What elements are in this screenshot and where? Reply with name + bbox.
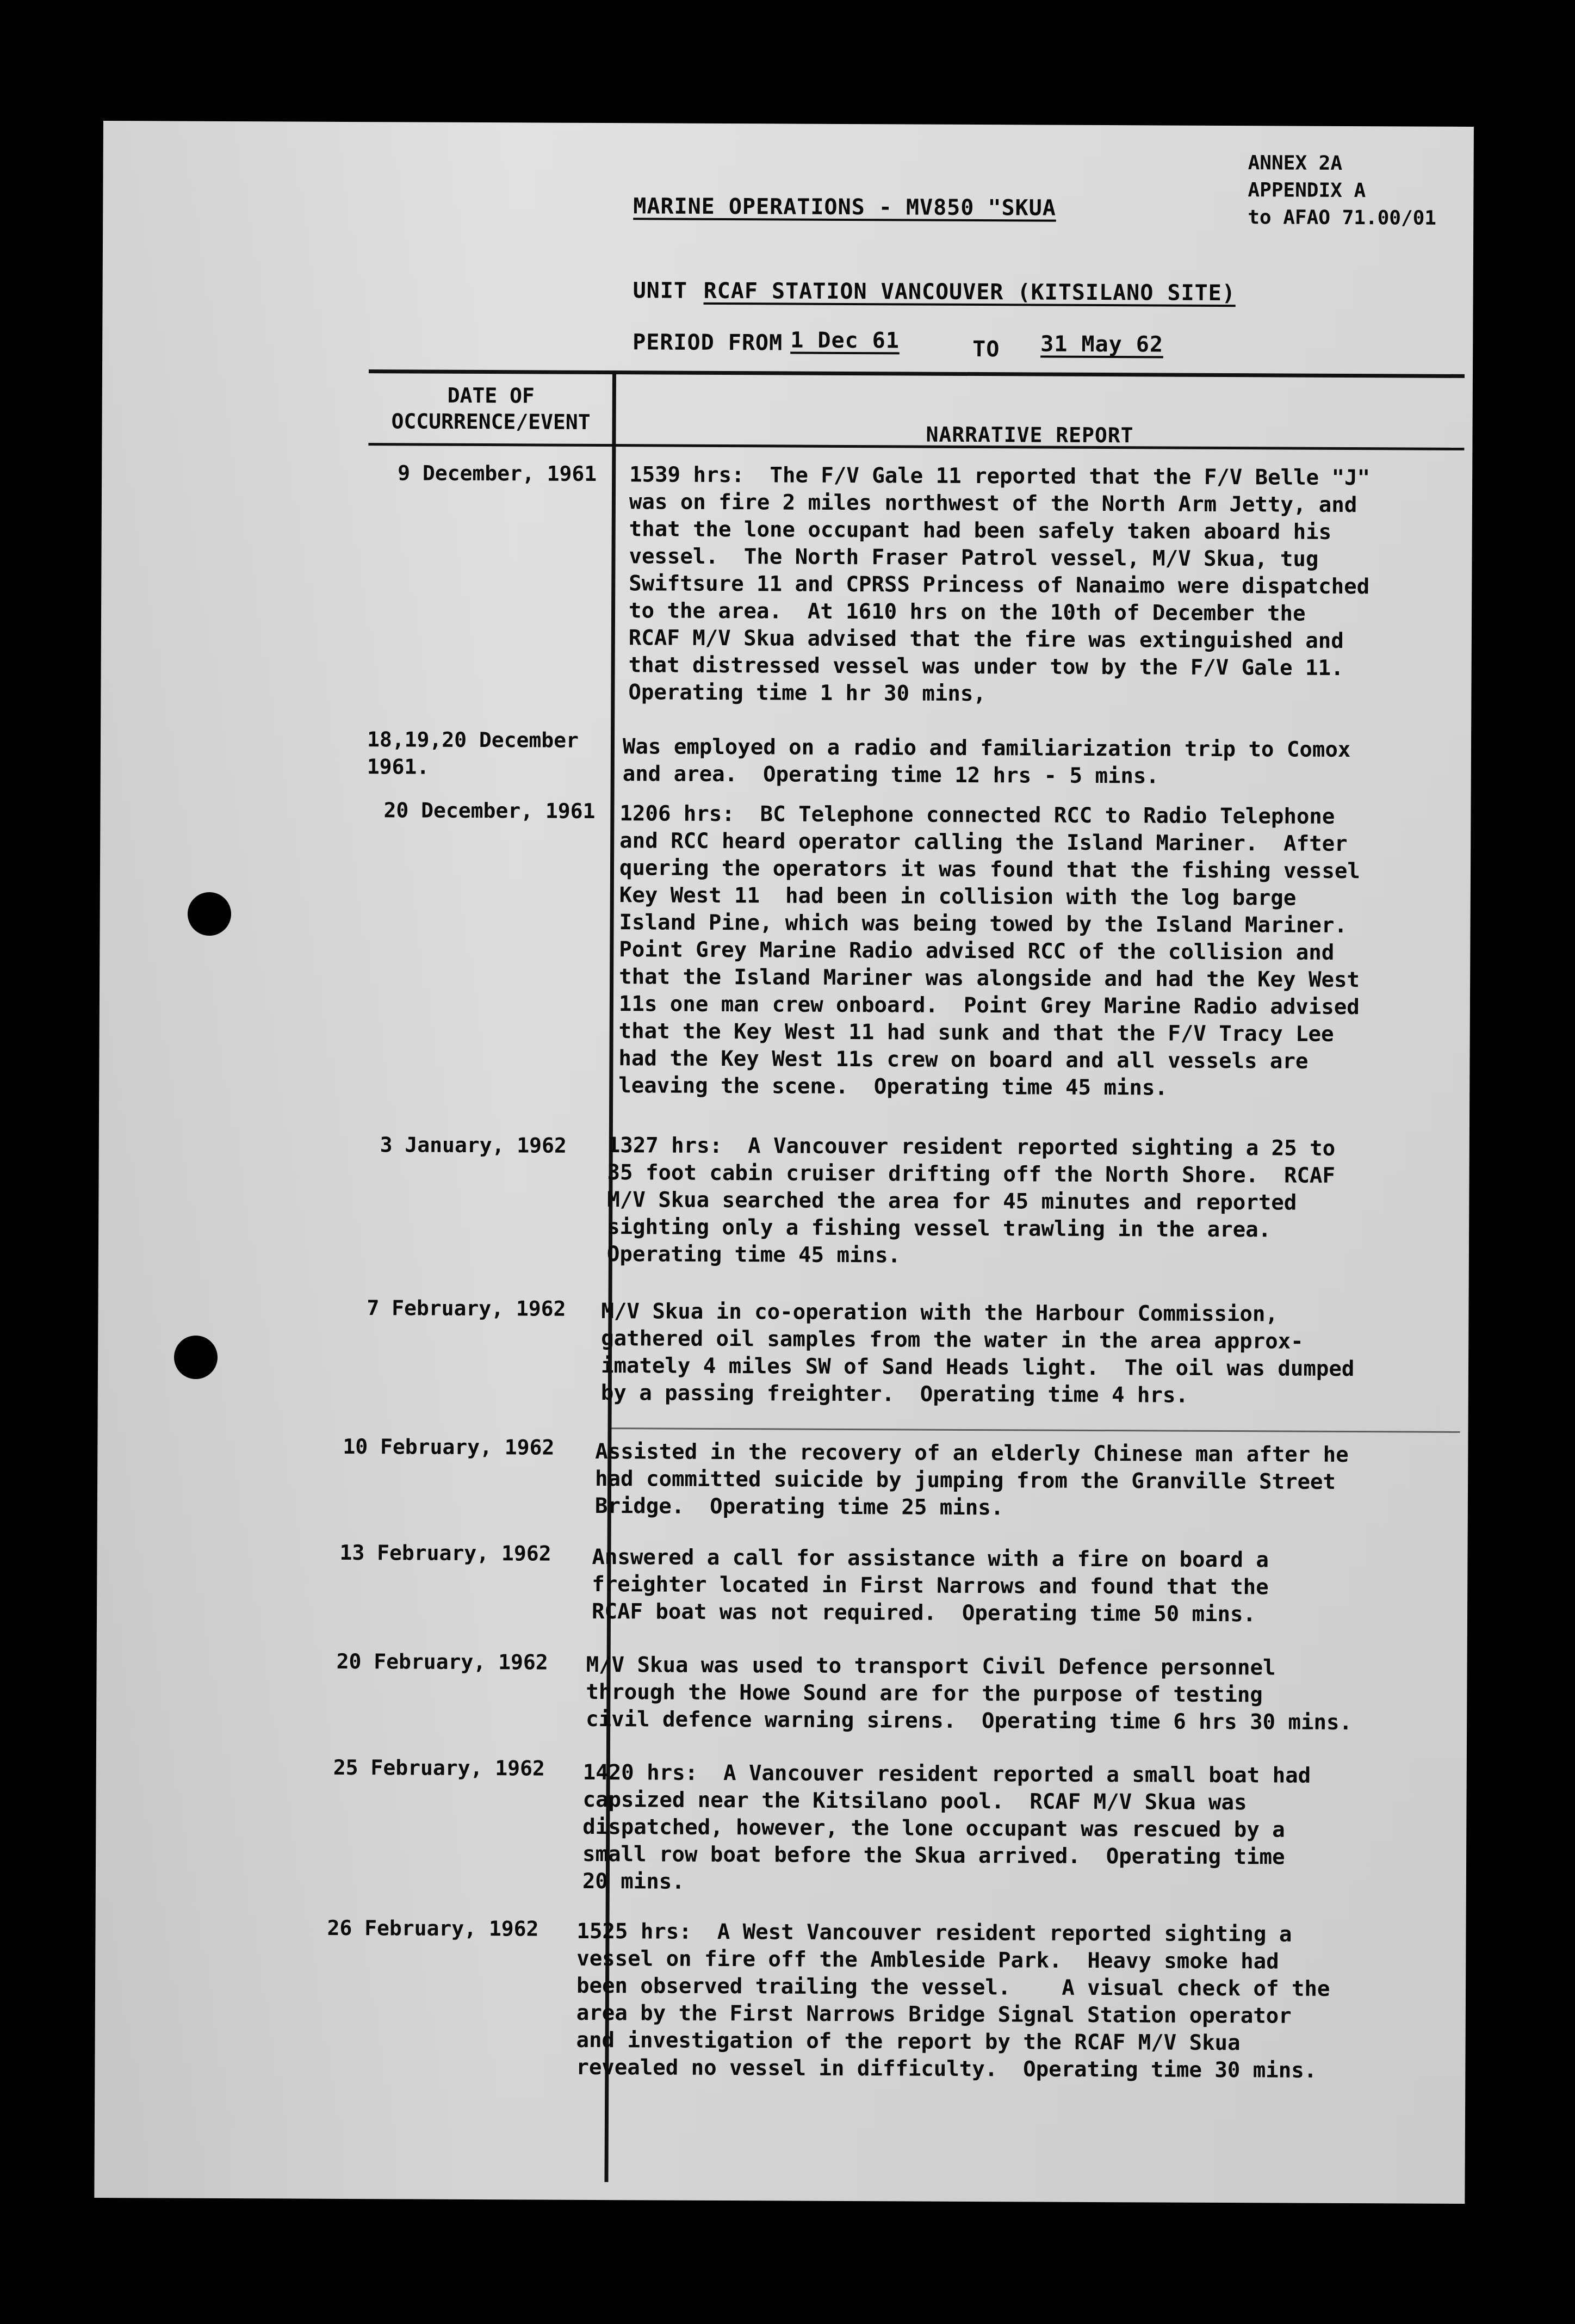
unit-label: UNIT [633, 278, 688, 304]
annex-line-2: APPENDIX A [1248, 179, 1366, 202]
entry-narrative: M/V Skua in co-operation with the Harbour Commission, gathered oil samples from the water in the area approx- imately 4 miles SW of Sand Heads light. The oil was dumped by a passing freighter. Operating time 4 hrs. [600, 1299, 1355, 1408]
document-title: MARINE OPERATIONS - MV850 "SKUA [633, 194, 1056, 221]
entry-narrative: Assisted in the recovery of an elderly Chinese man after he had committed suicide by jumping from the Granville Street Bridge. Operating time 25 mins. [594, 1439, 1349, 1521]
entry-date: 25 February, 1962 [333, 1755, 545, 1781]
unit-value: RCAF STATION VANCOUVER (KITSILANO SITE) [703, 278, 1236, 306]
header-divider-rule [368, 443, 1464, 450]
entry-date: 3 January, 1962 [380, 1133, 567, 1158]
entry-separator [612, 1427, 1460, 1433]
annex-line-3: to AFAO 71.00/01 [1248, 206, 1437, 230]
entry-date: 10 February, 1962 [343, 1434, 555, 1460]
entry-narrative: 1206 hrs: BC Telephone connected RCC to Radio Telephone and RCC heard operator calling the Island Mariner. After quering the operators it was found that the fishing vessel Key West 11 had been in collision with the log barge Island Pine, which was being towed by the Island Mariner. Point Grey Marine Radio advised RCC of the collision and that the Island Mariner was alongside and had the Key West 11s one man crew onboard. Point Grey Marine Radio advised that the Key West 11 had sunk and that the F/V Tracy Lee had the Key West 11s crew on board and all vessels are leaving the scene. Operating time 45 mins. [618, 801, 1360, 1101]
punch-hole [174, 1336, 218, 1379]
entry-date: 18,19,20 December 1961. [367, 727, 579, 779]
annex-reference [1248, 150, 1436, 232]
entry-date: 20 December, 1961 [383, 798, 596, 823]
entry-date: 7 February, 1962 [367, 1296, 566, 1321]
entry-narrative: Answered a call for assistance with a fire on board a freighter located in First Narrows and found that the RCAF boat was not required. Operating time 50 mins. [591, 1544, 1269, 1627]
entry-narrative: 1539 hrs: The F/V Gale 11 reported that the F/V Belle "J" was on fire 2 miles northwest of the North Arm Jetty, and that the lone occupant had been safely taken aboard his vessel. The North Fraser Patrol vessel, M/V Skua, tug Swiftsure 11 and CPRSS Princess of Nanaimo were dispatched to the area. At 1610 hrs on the 10th of December the RCAF M/V Skua advised that the fire was extinguished and that distressed vessel was under tow by the F/V Gale 11. Operating time 1 hr 30 mins, [628, 462, 1371, 707]
entry-date: 26 February, 1962 [327, 1915, 539, 1941]
table-top-rule [369, 369, 1465, 378]
entry-narrative: M/V Skua was used to transport Civil Defence personnel through the Howe Sound are for the purpose of testing civil defence warning sirens. Operating time 6 hrs 30 mins. [586, 1652, 1353, 1735]
punch-hole [188, 892, 231, 936]
period-to-value: 31 May 62 [1040, 331, 1164, 357]
document-page [94, 121, 1474, 2204]
entry-narrative: 1525 hrs: A West Vancouver resident reported sighting a vessel on fire off the Ambleside Park. Heavy smoke had been observed trailing the vessel. A visual check of the area by the First Narrows Bridge Signal Station operator and investigation of the report by the RCAF M/V Skua revealed no vessel in difficulty. Operating time 30 mins. [576, 1919, 1330, 2083]
period-from-value: 1 Dec 61 [790, 327, 900, 354]
narrative-column-header: NARRATIVE REPORT [926, 422, 1134, 448]
entry-narrative: 1420 hrs: A Vancouver resident reported a small boat had capsized near the Kitsilano pool. RCAF M/V Skua was dispatched, however, the lone occupant was rescued by a small row boat before the Skua arrived. Operating time 20 mins. [582, 1760, 1311, 1894]
column-divider [604, 370, 616, 2182]
entry-date: 13 February, 1962 [339, 1540, 551, 1566]
date-column-header: DATE OF OCCURRENCE/EVENT [391, 383, 591, 434]
entry-date: 20 February, 1962 [336, 1649, 548, 1674]
period-to-label: TO [972, 336, 1000, 362]
entry-date: 9 December, 1961 [398, 461, 597, 486]
period-from-label: PERIOD FROM [633, 330, 783, 356]
entry-narrative: 1327 hrs: A Vancouver resident reported sighting a 25 to 35 foot cabin cruiser drifting off the North Shore. RCAF M/V Skua searched the area for 45 minutes and reported sighting only a fishing vessel trawling in the area. Operating time 45 mins. [606, 1133, 1336, 1268]
annex-line-1: ANNEX 2A [1248, 152, 1343, 175]
entry-narrative: Was employed on a radio and familiarization trip to Comox and area. Operating time 12 hrs - 5 mins. [622, 734, 1351, 789]
